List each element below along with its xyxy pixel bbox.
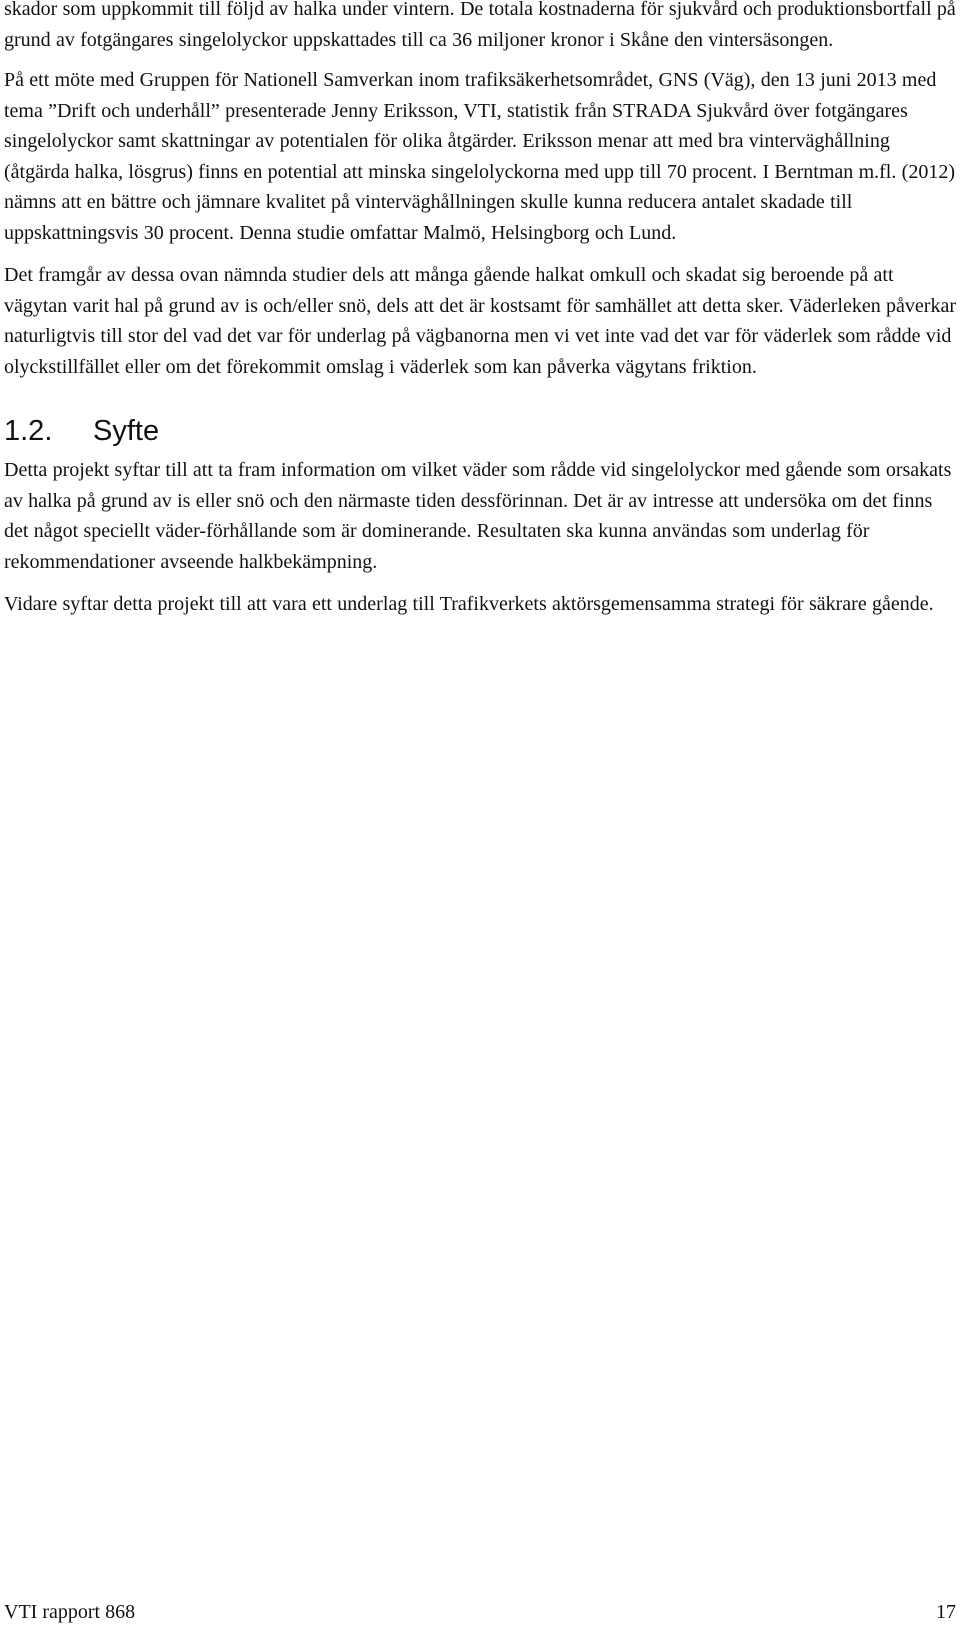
paragraph-purpose: Detta projekt syftar till att ta fram information om vilket väder som rådde vid singelolyckor med gående som orsakats av halka på grund av is eller snö och den närmaste tiden dessförinnan. Det är av intresse att undersöka om det finns det något speciellt väder-förhållande som är dominerande. Resultaten ska kunna användas som underlag för rekommendationer avseende halkbekämpning. (4, 459, 952, 573)
paragraph-purpose-continued: Vidare syftar detta projekt till att vara ett underlag till Trafikverkets aktörsgemensamma strategi för säkrare gående. (4, 593, 934, 615)
paragraph-weather-conditions: Det framgår av dessa ovan nämnda studier dels att många gående halkat omkull och skadat sig beroende på att vägytan varit hal på grund av is och/eller snö, dels att det är kostsamt för samhället att detta sker. Väderleken påverkar naturligtvis till stor del vad det var för underlag på vägbanorna men vi vet inte vad det var för väderlek som rådde vid olyckstillfället eller om det förekommit omslag i väderlek som kan påverka vägytans friktion. (4, 264, 956, 378)
page-body (4, 0, 959, 620)
page-footer (4, 1597, 956, 1627)
section-number: 1.2. (4, 415, 53, 447)
page-number: 17 (936, 1601, 956, 1623)
paragraph-injury-costs: skador som uppkommit till följd av halka under vintern. De totala kostnaderna för sjukvård och produktionsbortfall på grund av fotgängares singelolyckor uppskattades till ca 36 miljoner kronor i Skåne den vintersäsongen. (4, 0, 956, 51)
section-heading (4, 413, 959, 449)
section-title: Syfte (93, 415, 160, 447)
report-name: VTI rapport 868 (4, 1601, 136, 1623)
paragraph-gns-meeting: På ett möte med Gruppen för Nationell Samverkan inom trafiksäkerhetsområdet, GNS (Väg), den 13 juni 2013 med tema ”Drift och underhåll” presenterade Jenny Eriksson, VTI, statistik från STRADA Sjukvård över fotgängares singelolyckor samt skattningar av potentialen för olika åtgärder. Eriksson menar att med bra vinterväghållning (åtgärda halka, lösgrus) finns en potential att minska singelolyckorna med upp till 70 procent. I Berntman m.fl. (2012) nämns att en bättre och jämnare kvalitet på vinterväghållningen skulle kunna reducera antalet skadade till uppskattningsvis 30 procent. Denna studie omfattar Malmö, Helsingborg och Lund. (4, 69, 955, 244)
